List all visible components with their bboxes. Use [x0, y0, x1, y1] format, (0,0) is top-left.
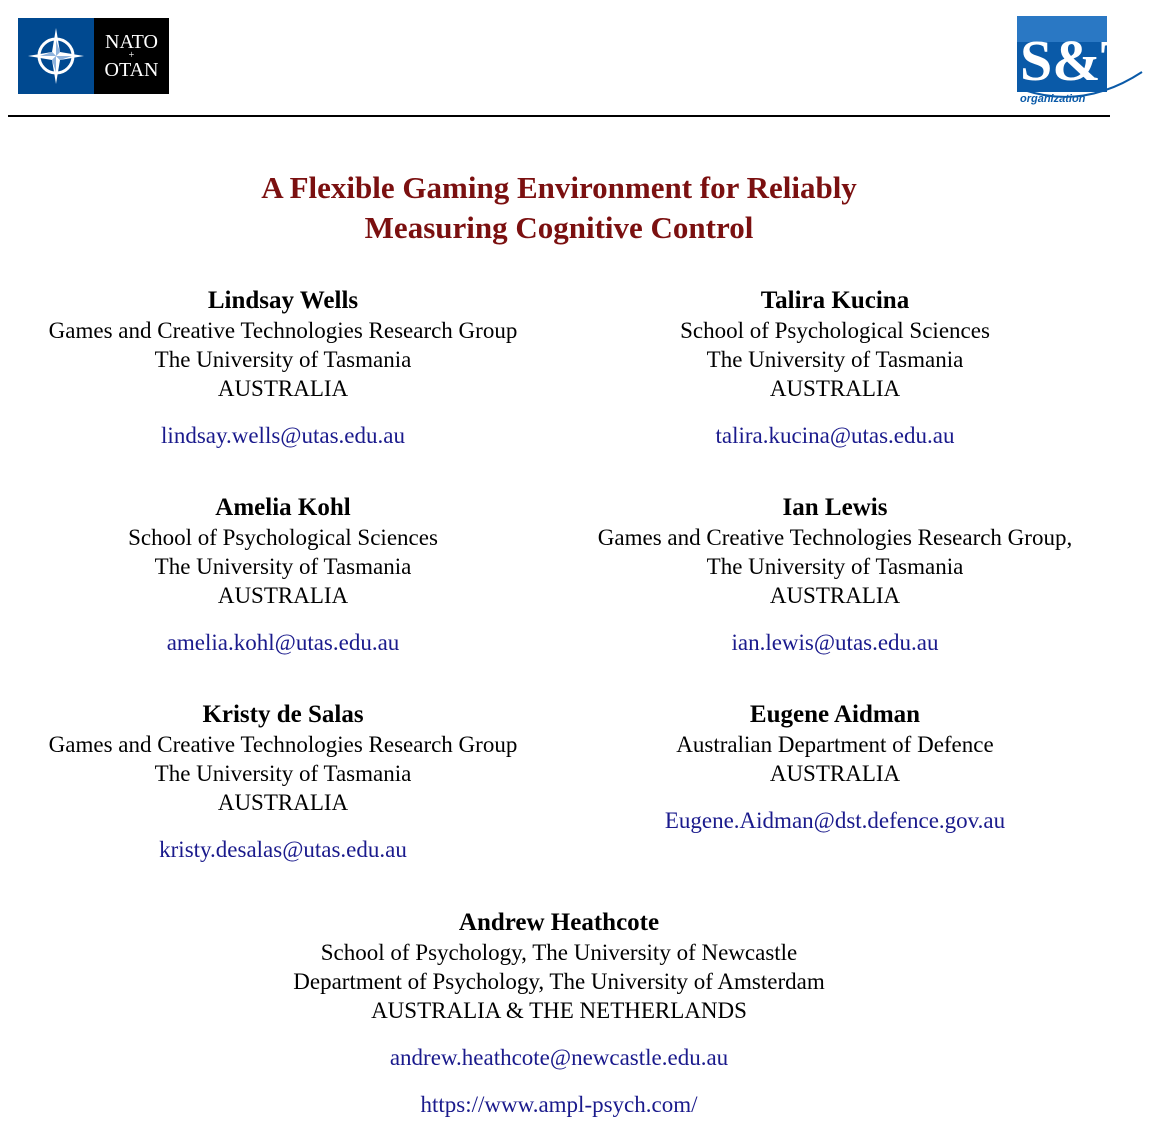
author-name: Amelia Kohl — [215, 494, 351, 521]
author-name: Lindsay Wells — [207, 287, 359, 314]
header-divider — [8, 115, 1110, 117]
author-email-link[interactable]: lindsay.wells@utas.edu.au — [161, 423, 405, 448]
author-affiliation: AUSTRALIA — [217, 790, 349, 815]
nato-label: NATO — [105, 31, 158, 53]
author-affiliation: AUSTRALIA & THE NETHERLANDS — [371, 998, 747, 1023]
website-link[interactable]: https://www.ampl-psych.com/ — [420, 1092, 698, 1117]
title-line-1: A Flexible Gaming Environment for Reliably — [261, 170, 857, 205]
author-email-link[interactable]: amelia.kohl@utas.edu.au — [166, 630, 400, 655]
nato-wordmark — [94, 18, 169, 94]
author-block — [3, 493, 563, 657]
author-block — [3, 286, 563, 450]
author-email-link[interactable]: ian.lewis@utas.edu.au — [731, 630, 939, 655]
author-email-link[interactable]: Eugene.Aidman@dst.defence.gov.au — [664, 808, 1006, 833]
author-affiliation: School of Psychological Sciences — [128, 525, 438, 550]
author-affiliation: Games and Creative Technologies Research Group — [48, 318, 518, 343]
author-block — [0, 908, 1118, 1119]
author-email-link[interactable]: kristy.desalas@utas.edu.au — [159, 837, 407, 862]
author-affiliation: The University of Tasmania — [154, 761, 412, 786]
st-mark: S&T — [1020, 28, 1140, 93]
author-affiliation: The University of Tasmania — [706, 554, 964, 579]
author-block — [555, 493, 1115, 657]
author-affiliation: School of Psychology, The University of Newcastle — [320, 940, 798, 965]
author-affiliation: AUSTRALIA — [769, 583, 901, 608]
author-affiliation: School of Psychological Sciences — [680, 318, 990, 343]
st-subtitle: organization — [1020, 93, 1086, 105]
author-name: Eugene Aidman — [749, 701, 921, 728]
author-affiliation: The University of Tasmania — [154, 347, 412, 372]
author-affiliation: Department of Psychology, The University of Amsterdam — [293, 969, 825, 994]
author-name: Talira Kucina — [760, 287, 910, 314]
author-affiliation: AUSTRALIA — [769, 761, 901, 786]
author-affiliation: The University of Tasmania — [706, 347, 964, 372]
nato-logo — [18, 18, 169, 94]
author-block — [3, 700, 563, 864]
author-name: Andrew Heathcote — [458, 909, 660, 936]
otan-label: OTAN — [104, 59, 159, 81]
author-affiliation: Australian Department of Defence — [676, 732, 994, 757]
title-line-2: Measuring Cognitive Control — [364, 210, 754, 245]
author-name: Ian Lewis — [782, 494, 888, 521]
nato-plus: + — [128, 50, 135, 61]
author-email-link[interactable]: talira.kucina@utas.edu.au — [715, 423, 955, 448]
paper-title — [0, 168, 1118, 248]
author-affiliation: The University of Tasmania — [154, 554, 412, 579]
nato-compass-icon — [18, 18, 94, 94]
author-block — [555, 286, 1115, 450]
author-email-link[interactable]: andrew.heathcote@newcastle.edu.au — [389, 1045, 729, 1070]
author-name: Kristy de Salas — [202, 701, 364, 728]
author-block — [555, 700, 1115, 835]
author-affiliation: AUSTRALIA — [217, 376, 349, 401]
author-affiliation: Games and Creative Technologies Research Group, — [597, 525, 1073, 550]
author-affiliation: AUSTRALIA — [217, 583, 349, 608]
st-organization-logo — [1014, 14, 1144, 106]
author-affiliation: Games and Creative Technologies Research Group — [48, 732, 518, 757]
author-affiliation: AUSTRALIA — [769, 376, 901, 401]
